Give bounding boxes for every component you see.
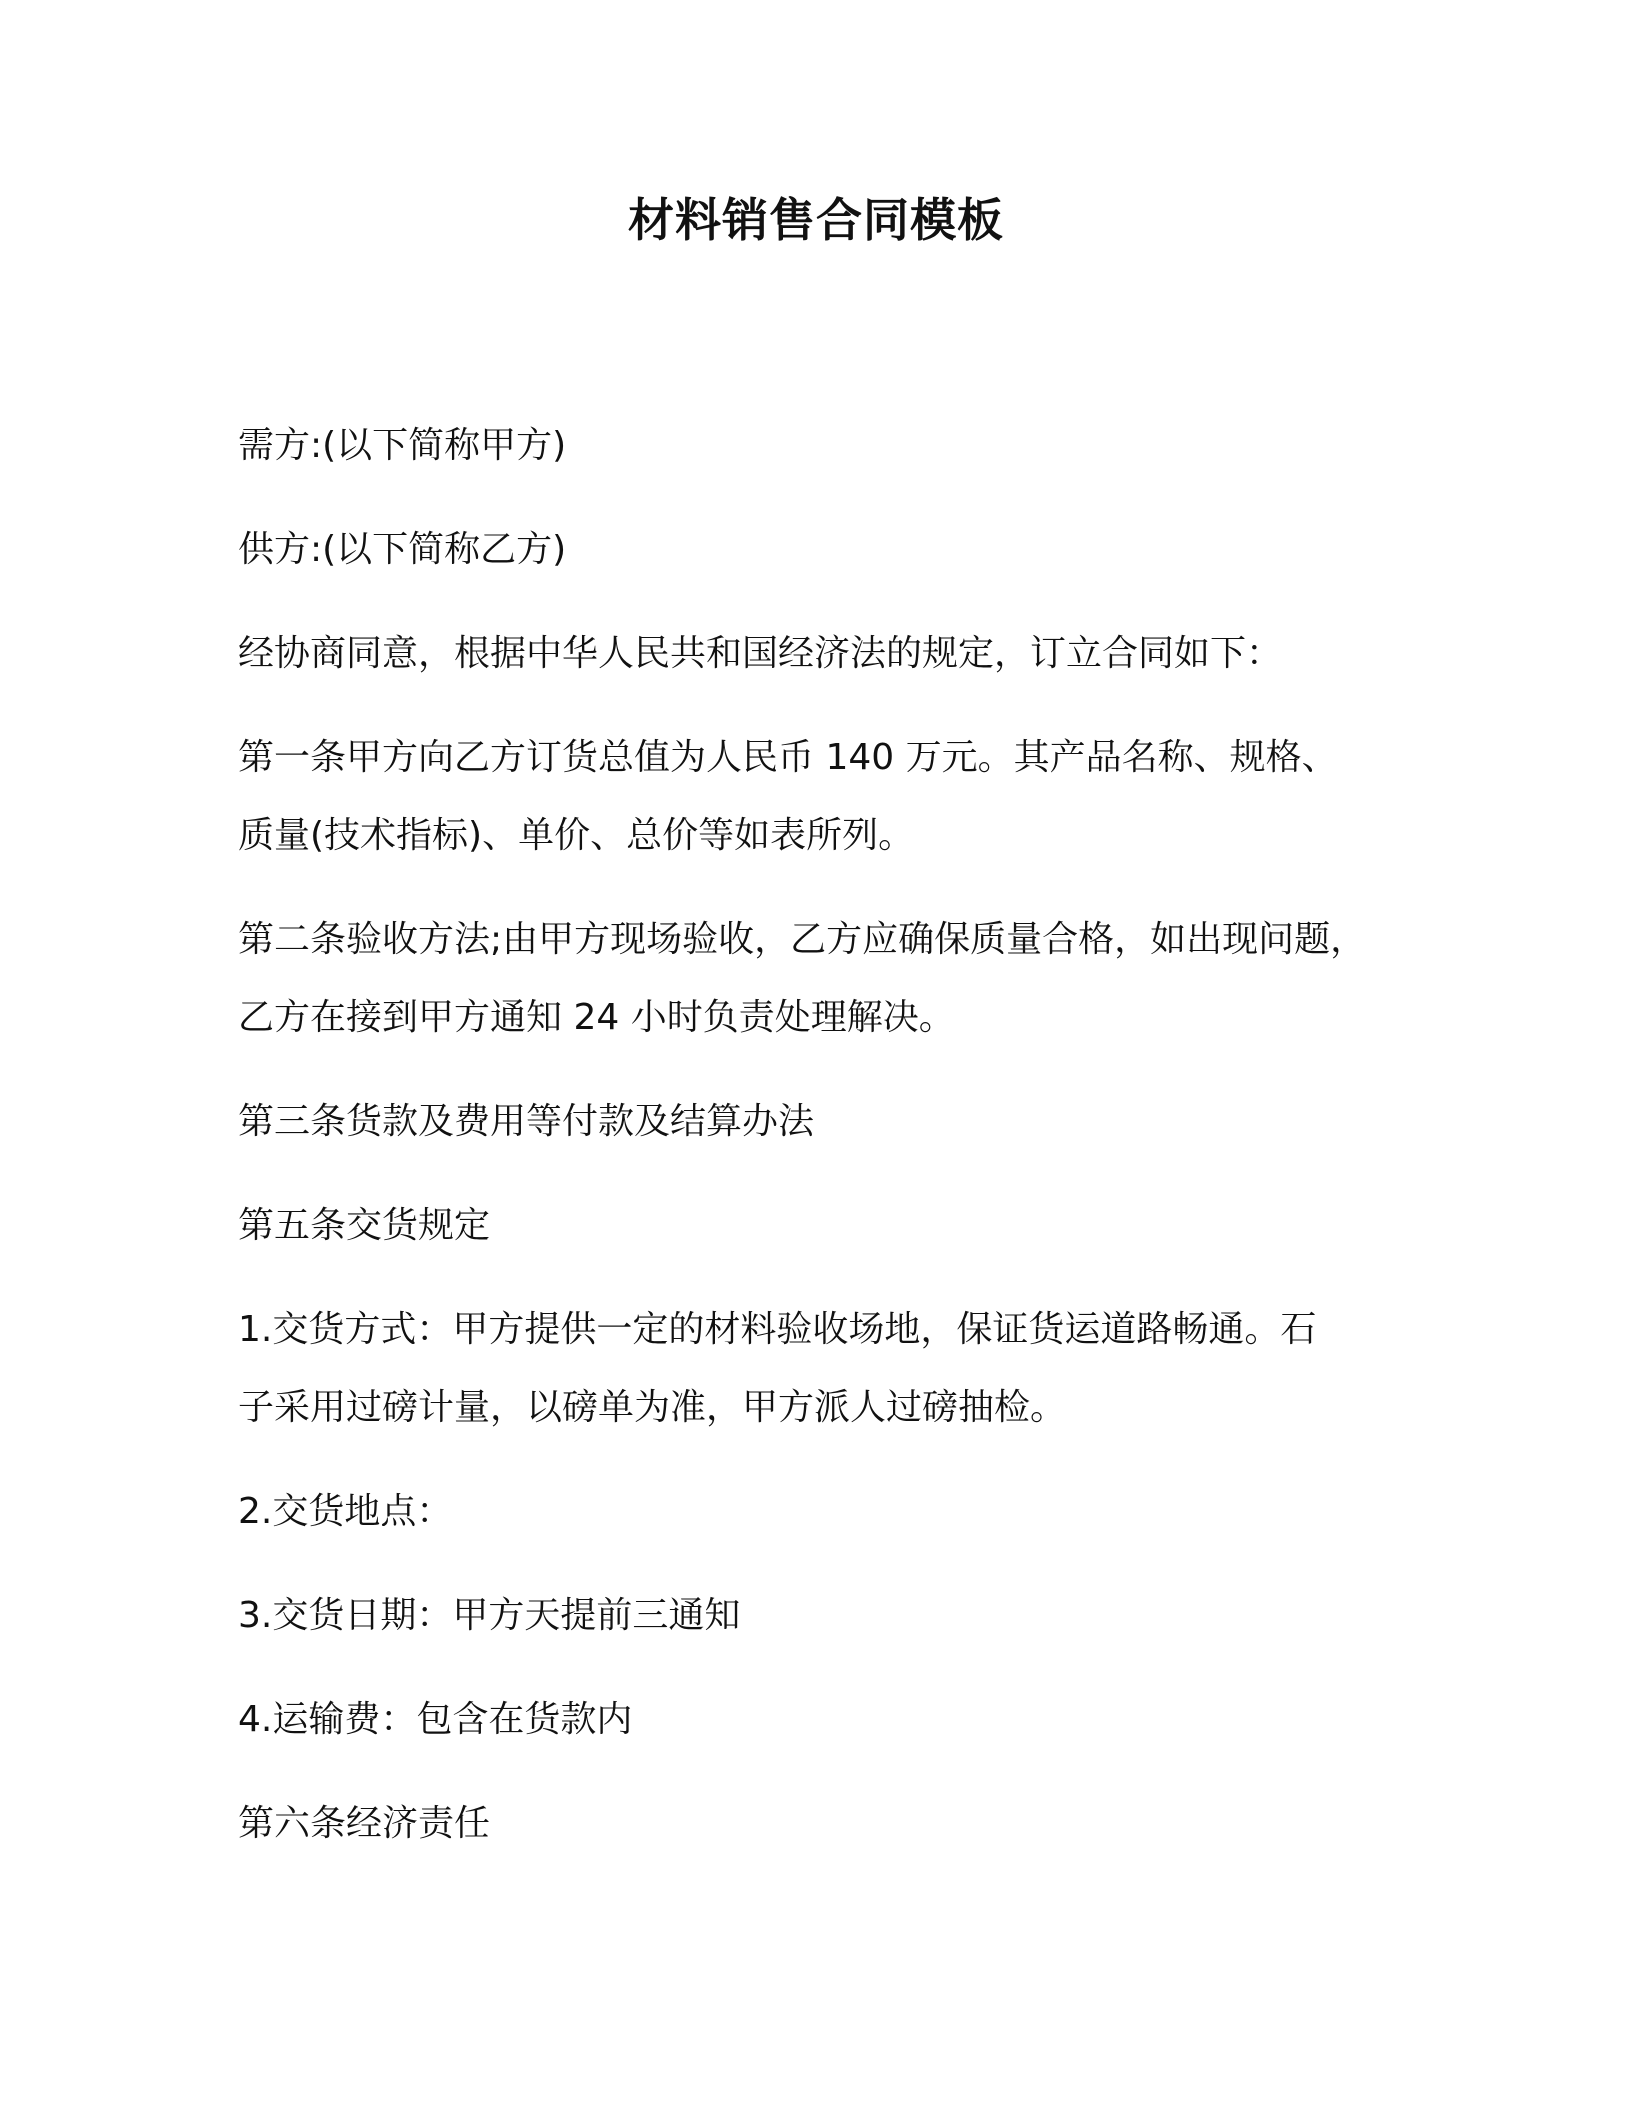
party-b-line: 供方:(以下简称乙方) (238, 529, 567, 570)
freight-cost-line: 4.运输费：包含在货款内 (238, 1699, 633, 1740)
document-title: 材料销售合同模板 (628, 193, 1004, 247)
delivery-date-line: 3.交货日期：甲方天提前三通知 (238, 1595, 741, 1636)
article-2-line-1: 第二条验收方法;由甲方现场验收，乙方应确保质量合格，如出现问题， (238, 919, 1367, 960)
article-2-line-2: 乙方在接到甲方通知 24 小时负责处理解决。 (238, 997, 955, 1038)
article-1-line-2: 质量(技术指标)、单价、总价等如表所列。 (238, 815, 915, 856)
delivery-location-line: 2.交货地点： (238, 1491, 453, 1532)
preamble-line: 经协商同意，根据中华人民共和国经济法的规定，订立合同如下： (238, 633, 1283, 674)
delivery-method-line-2: 子采用过磅计量，以磅单为准，甲方派人过磅抽检。 (238, 1387, 1067, 1428)
party-a-line: 需方:(以下简称甲方) (238, 425, 567, 466)
article-5-heading: 第五条交货规定 (238, 1205, 491, 1246)
article-1-line-1: 第一条甲方向乙方订货总值为人民币 140 万元。其产品名称、规格、 (238, 737, 1338, 778)
article-6-heading: 第六条经济责任 (238, 1803, 491, 1844)
delivery-method-line-1: 1.交货方式：甲方提供一定的材料验收场地，保证货运道路畅通。石 (238, 1309, 1317, 1350)
article-3-heading: 第三条货款及费用等付款及结算办法 (238, 1101, 815, 1142)
